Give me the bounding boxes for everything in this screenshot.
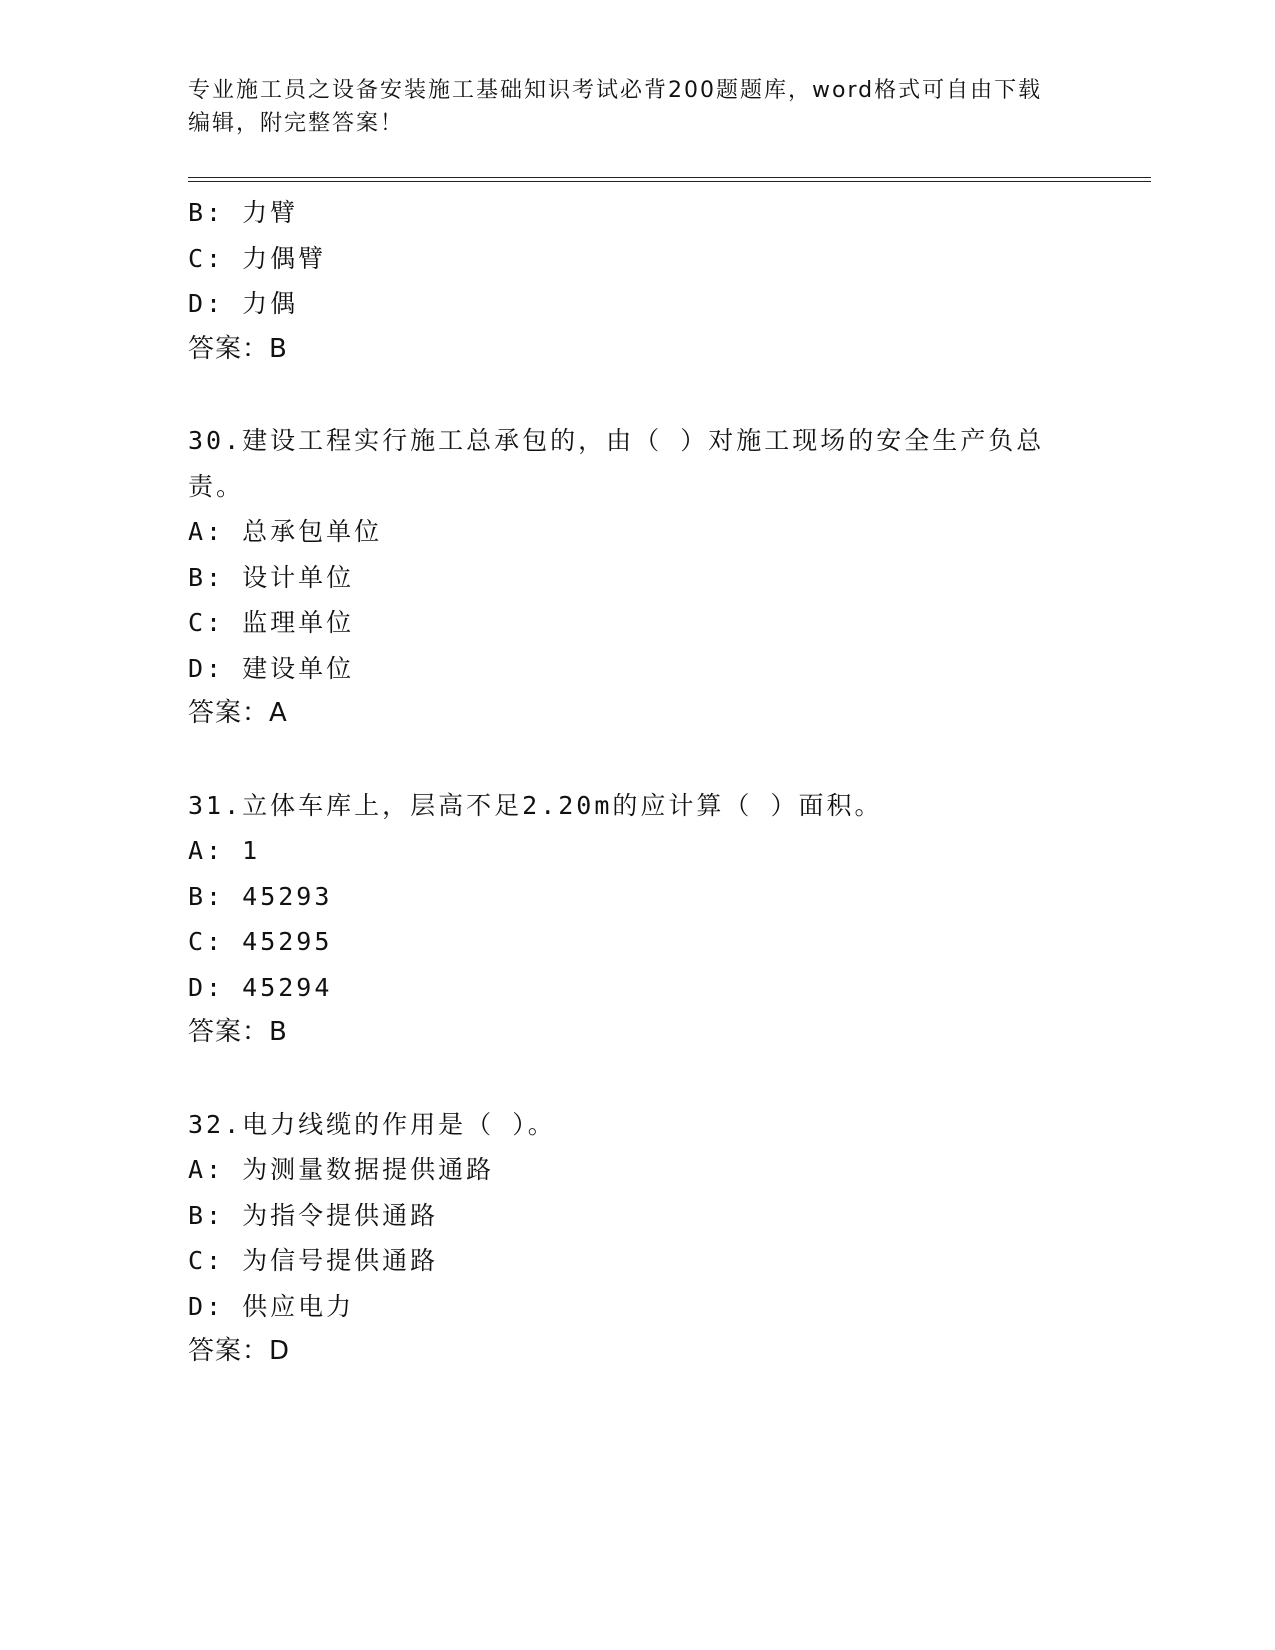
option-d: D: 力偶 [188,289,299,318]
header-rule-top [188,177,1151,178]
answer-line: 答案：A [188,698,288,728]
question-stem: 30.建设工程实行施工总承包的，由（ ）对施工现场的安全生产负总 [188,426,1045,455]
option-d: D: 建设单位 [188,653,355,683]
question-stem: 31.立体车库上，层高不足2.20m的应计算（ ）面积。 [188,790,883,820]
option-b: B: 力臂 [188,198,299,227]
header-line-1: 专业施工员之设备安装施工基础知识考试必背200题题库，word格式可自由下载 [188,78,1043,103]
option-c: C: 为信号提供通路 [188,1246,439,1275]
option-c: C: 45295 [188,927,333,956]
spacer [188,372,1088,418]
option-a: A: 总承包单位 [188,517,383,546]
header-rule-bottom [188,181,1151,182]
option-c: C: 监理单位 [188,608,355,637]
question-stem-continued: 责。 [188,471,245,501]
option-a: A: 为测量数据提供通路 [188,1155,495,1184]
spacer [188,737,1088,783]
option-a: A: 1 [188,836,261,865]
question-block-30 [188,418,1088,737]
question-stem: 32.电力线缆的作用是（ ）。 [188,1109,556,1139]
option-b: B: 设计单位 [188,562,355,592]
question-block-31 [188,783,1088,1056]
option-d: D: 45294 [188,972,333,1002]
answer-line: 答案：B [188,1017,288,1047]
header-line-2: 编辑，附完整答案！ [188,111,405,136]
answer-line: 答案：D [188,1336,291,1366]
document-body [188,190,1088,1375]
document-header [188,74,1068,140]
question-block-29-continued [188,190,1088,372]
option-b: B: 为指令提供通路 [188,1200,439,1230]
option-b: B: 45293 [188,881,333,911]
option-d: D: 供应电力 [188,1291,355,1321]
option-c: C: 力偶臂 [188,243,327,273]
question-block-32 [188,1102,1088,1375]
spacer [188,1056,1088,1102]
answer-line: 答案：B [188,333,288,364]
